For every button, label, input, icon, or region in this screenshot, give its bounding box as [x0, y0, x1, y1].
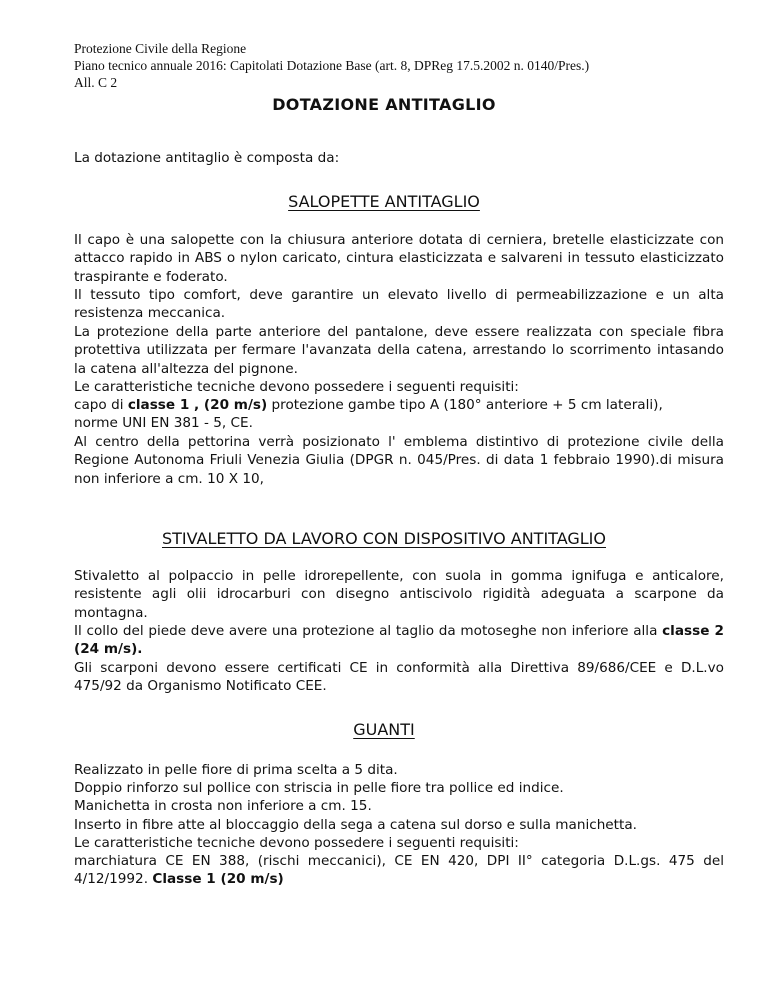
guanti-cert-text: marchiatura CE EN 388, (rischi meccanici), CE EN 420, DPI II° categoria D.L.gs. 475 del 4/12/1992.	[74, 853, 724, 888]
salopette-paragraph-6: norme UNI EN 381 - 5, CE.	[74, 415, 253, 431]
salopette-paragraph-2: Il tessuto tipo comfort, deve garantire un elevato livello di permeabilizzazione e un alta resistenza meccanica.	[74, 287, 724, 322]
guanti-line-5: Le caratteristiche tecniche devono possedere i seguenti requisiti:	[74, 835, 519, 851]
guanti-line-6	[74, 852, 724, 889]
stivaletto-class-prefix: Il collo del piede deve avere una protezione al taglio da motoseghe non inferiore alla	[74, 623, 663, 639]
header-plan: Piano tecnico annuale 2016: Capitolati Dotazione Base (art. 8, DPReg 17.5.2002 n. 0140/Pres.)	[74, 58, 590, 73]
salopette-paragraph-1: Il capo è una salopette con la chiusura anteriore dotata di cerniera, bretelle elasticizzate con attacco rapido in ABS o nylon caricato, cintura elasticizzata e salvareni in tessuto elasticizzato traspirante e foderato.	[74, 232, 724, 285]
guanti-line-2: Doppio rinforzo sul pollice con striscia in pelle fiore tra pollice ed indice.	[74, 780, 564, 796]
salopette-paragraph-5	[74, 396, 724, 414]
salopette-paragraph-7: Al centro della pettorina verrà posizionato l' emblema distintivo di protezione civile della Regione Autonoma Friuli Venezia Giulia (DPGR n. 045/Pres. di data 1 febbraio 1990).di misura non inferiore a cm. 10 X 10,	[74, 434, 724, 487]
guanti-line-1: Realizzato in pelle fiore di prima scelta a 5 dita.	[74, 762, 398, 778]
salopette-paragraph-4: Le caratteristiche tecniche devono possedere i seguenti requisiti:	[74, 379, 519, 395]
section-heading-stivaletto: STIVALETTO DA LAVORO CON DISPOSITIVO ANTITAGLIO	[161, 529, 606, 548]
salopette-paragraph-3: La protezione della parte anteriore del pantalone, deve essere realizzata con speciale fibra protettiva utilizzata per fermare l'avanzata della catena, arrestando lo scorrimento intasando la catena all'altezza del pignone.	[74, 324, 724, 377]
salopette-class-suffix: protezione gambe tipo A (180° anteriore + 5 cm laterali),	[267, 397, 663, 413]
document-title: DOTAZIONE ANTITAGLIO	[272, 95, 496, 114]
stivaletto-class-value: classe 2 (24 m/s).	[74, 623, 724, 658]
stivaletto-paragraph-3: Gli scarponi devono essere certificati CE in conformità alla Direttiva 89/686/CEE e D.L.vo 475/92 da Organismo Notificato CEE.	[74, 660, 724, 695]
guanti-class-value: Classe 1 (20 m/s)	[152, 871, 284, 888]
salopette-class-value: classe 1 , (20 m/s)	[127, 397, 268, 413]
header-org: Protezione Civile della Regione	[74, 41, 247, 56]
section-heading-guanti: GUANTI	[353, 720, 415, 739]
stivaletto-paragraph-2	[74, 622, 724, 659]
intro-text: La dotazione antitaglio è composta da:	[74, 150, 340, 166]
header-annex: All. C 2	[74, 75, 118, 90]
section-heading-salopette: SALOPETTE ANTITAGLIO	[288, 192, 480, 211]
stivaletto-paragraph-1: Stivaletto al polpaccio in pelle idrorepellente, con suola in gomma ignifuga e anticalore, resistente agli olii idrocarburi con disegno antiscivolo rigidità adeguata a scarpone da montagna.	[74, 568, 724, 621]
guanti-line-3: Manichetta in crosta non inferiore a cm. 15.	[74, 798, 372, 814]
guanti-line-4: Inserto in fibre atte al bloccaggio della sega a catena sul dorso e sulla manichetta.	[74, 817, 637, 833]
salopette-class-prefix: capo di	[74, 397, 128, 413]
